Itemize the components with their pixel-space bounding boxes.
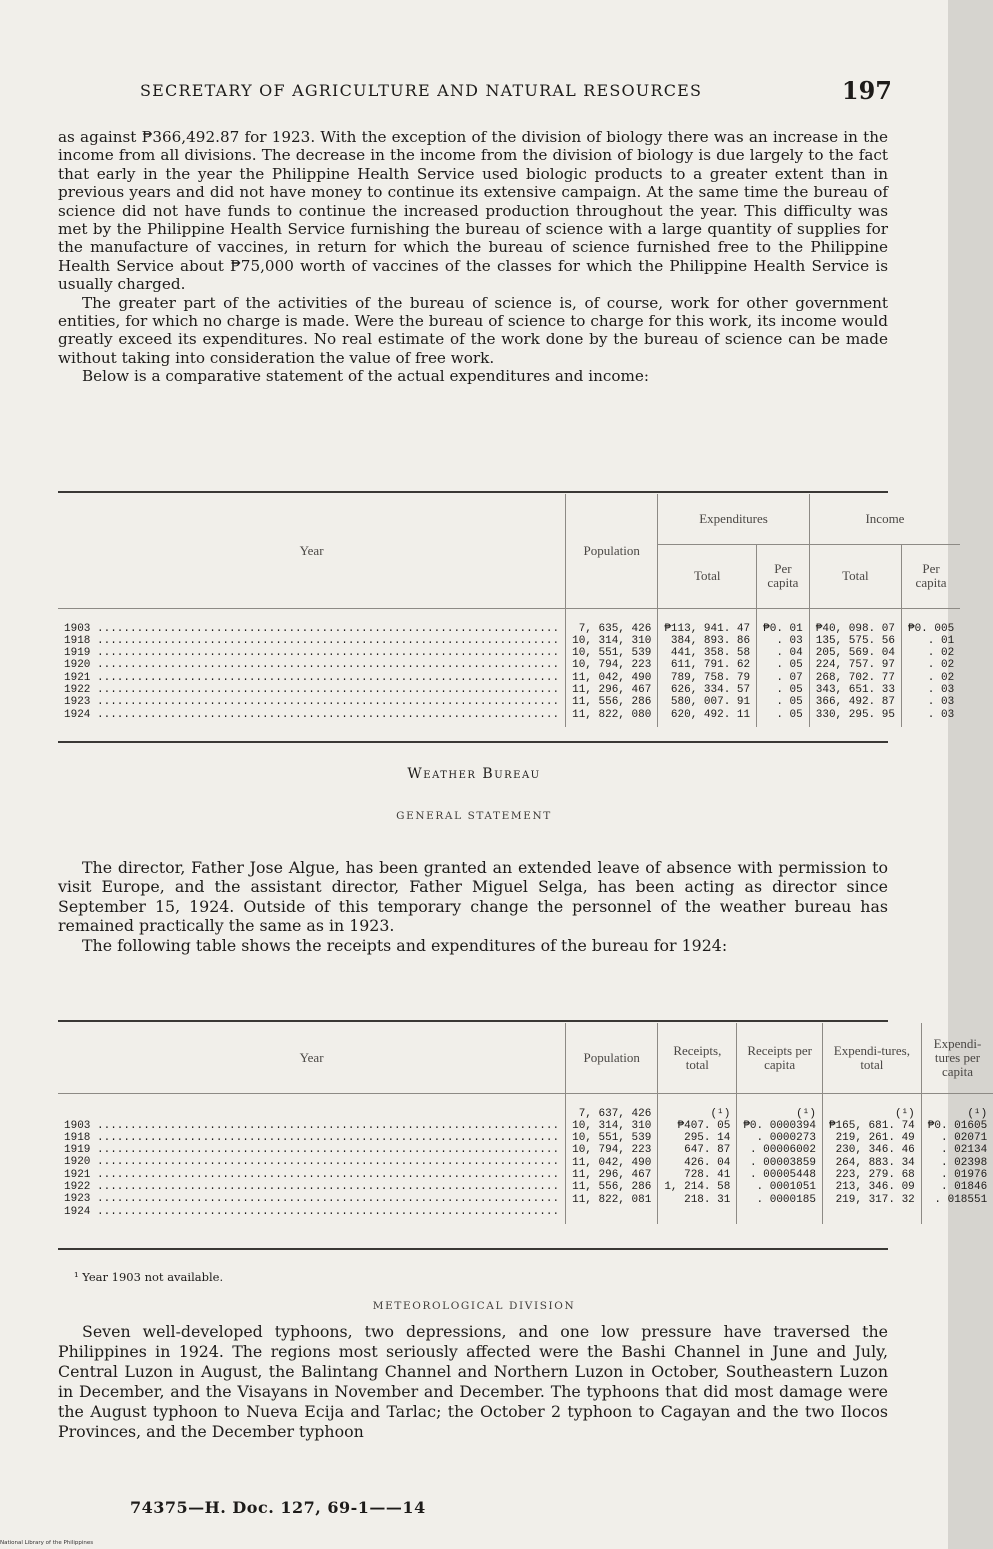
receipts-per-capita-cell: . 0000273 [756,1132,816,1145]
header-year: Year [58,494,566,608]
population-cell: 10, 551, 539 [572,1132,652,1145]
population-cell: 10, 314, 310 [572,634,652,647]
receipts-total-cell: 218. 31 [684,1193,731,1206]
header-population: Population [566,1023,658,1093]
expenditures-per-capita-cell: . 02071 [940,1132,988,1145]
year-column [58,1093,566,1224]
population-column [566,1093,658,1224]
population-column [566,608,658,727]
year-cell: 1903 ..... [64,1120,559,1132]
inc-per-capita-column [901,608,960,727]
year-cell: 1922 ..... [64,1181,559,1193]
exp-total-cell: 441, 358. 58 [670,647,751,660]
year-cell: 1921 ..... [64,1169,559,1181]
year-cell: 1921 ..... [64,672,559,684]
expenditures-total-column [822,1093,921,1224]
population-cell: 10, 794, 223 [572,659,652,672]
inc-total-cell: 343, 651. 33 [815,683,895,696]
inc-total-cell: ₱40, 098. 07 [815,622,895,635]
year-cell: 1924 ..... [64,709,559,721]
inc-total-cell: 135, 575. 56 [815,634,895,647]
exp-total-cell: 384, 893. 86 [670,634,751,647]
receipts-per-capita-cell: . 00005448 [749,1168,816,1181]
expenditures-per-capita-cell: (¹) [967,1107,988,1120]
inc-per-capita-cell: . 02 [927,647,955,660]
inc-per-capita-cell: . 03 [927,683,955,696]
expenditures-per-capita-cell: . 02134 [940,1144,988,1157]
expenditures-total-cell: 264, 883. 34 [835,1156,915,1169]
population-cell: 11, 042, 490 [572,671,652,684]
exp-total-cell: 789, 758. 79 [670,671,751,684]
receipts-per-capita-cell: . 0000185 [756,1193,816,1206]
header-exp-per-capita: Per capita [757,544,810,608]
expenditures-total-cell: 213, 346. 09 [835,1181,915,1194]
header-exp-total: Total [658,544,757,608]
year-cell: 1920 ..... [64,1156,559,1168]
header-expenditures: Expenditures [658,494,809,544]
scan-credit: National Library of the Philippines [0,1540,94,1546]
receipts-total-cell: 426. 04 [684,1156,731,1169]
year-cell: 1903 ..... [64,623,559,635]
weather-receipts-table [58,1023,993,1224]
weather-text [58,858,888,955]
paragraph: Seven well-developed typhoons, two depressions, and one low pressure have traversed the Philippines in 1924. The regions most seriously affected were the Bashi Channel in June and July, Central Luzon in August, the Balintang Channel and Northern Luzon in October, Southeastern Luzon in December, and the Visayans in November and December. The typhoons that did most damage were the August typhoon to Nueva Ecija and Tarlac; the October 2 typhoon to Cagayan and the two Ilocos Provinces, and the December typhoon [58,1322,888,1441]
header-income: Income [809,494,960,544]
table-top-rule [58,491,888,493]
table-bottom-rule [58,1248,888,1250]
exp-total-cell: 580, 007. 91 [670,696,751,709]
document-footer: 74375—H. Doc. 127, 69-1——14 [130,1498,426,1517]
header-receipts-per-capita: Receipts per capita [737,1023,823,1093]
paragraph: as against ₱366,492.87 for 1923. With the exception of the division of biology there was an increase in the income from all divisions. The decrease in the income from the division of biology is due largely to the fact that early in the year the Philippine Health Service used biologic products to a greater extent than in previous years and did not have money to continue its extensive campaign. At the same time the bureau of science did not have funds to continue the increased production throughout the year. This difficulty was met by the Philippine Health Service furnishing the bureau of science with a large quantity of supplies for the manufacture of vaccines, in return for which the bureau of science furnished free to the Philippine Health Service about ₱75,000 worth of vaccines of the classes for which the Philippine Health Service is usually charged. [58,128,888,294]
exp-total-cell: 620, 492. 11 [670,708,751,721]
header-inc-total: Total [809,544,901,608]
exp-per-capita-cell: . 04 [776,647,803,660]
exp-total-cell: 611, 791. 62 [670,659,751,672]
expenditures-per-capita-cell: ₱0. 01605 [927,1119,988,1132]
exp-total-cell: 626, 334. 57 [670,683,751,696]
expenditures-total-cell: 219, 261. 49 [835,1132,915,1145]
population-cell: 10, 314, 310 [572,1119,652,1132]
population-cell: 7, 637, 426 [578,1107,652,1120]
expenditures-total-cell: 219, 317. 32 [835,1193,915,1206]
exp-per-capita-cell: ₱0. 01 [763,622,803,635]
year-cell: 1918 ..... [64,1132,559,1144]
receipts-per-capita-cell: . 00006002 [749,1144,816,1157]
year-cell: 1919 ..... [64,647,559,659]
inc-per-capita-cell: . 01 [927,634,955,647]
paragraph: Below is a comparative statement of the actual expenditures and income: [82,367,650,386]
population-cell: 10, 794, 223 [572,1144,652,1157]
exp-per-capita-cell: . 03 [776,634,803,647]
meteorological-heading: METEOROLOGICAL DIVISION [372,1300,576,1312]
receipts-total-cell: 647. 87 [684,1144,731,1157]
population-cell: 11, 822, 080 [572,708,652,721]
population-cell: 11, 042, 490 [572,1156,652,1169]
receipts-per-capita-column [737,1093,823,1224]
year-cell: 1922 ..... [64,684,559,696]
receipts-total-cell: ₱407. 05 [677,1119,731,1132]
receipts-per-capita-cell: . 0001051 [756,1181,816,1194]
footnote: ¹ Year 1903 not available. [74,1270,224,1284]
receipts-total-cell: 1, 214. 58 [664,1181,731,1194]
page-number: 197 [841,76,892,105]
meteorological-text [58,1322,888,1442]
inc-total-cell: 268, 702. 77 [815,671,895,684]
header-expenditures-per-capita: Expendi-tures per capita [921,1023,993,1093]
exp-per-capita-cell: . 05 [776,696,803,709]
inc-per-capita-cell: . 03 [927,696,955,709]
running-header [140,76,892,106]
inc-per-capita-cell: . 02 [927,671,955,684]
running-title: SECRETARY OF AGRICULTURE AND NATURAL RESOURCES [140,81,703,100]
population-cell: 11, 822, 081 [572,1193,652,1206]
expenditures-total-cell: 223, 279. 68 [835,1168,915,1181]
expenditures-per-capita-cell: . 018551 [934,1193,988,1206]
year-cell: 1924 ..... [64,1206,559,1218]
population-cell: 11, 556, 286 [572,1181,652,1194]
year-column [58,608,566,727]
inc-per-capita-cell: . 02 [927,659,955,672]
expenditures-total-cell: (¹) [894,1107,915,1120]
table-bottom-rule [58,741,888,743]
year-cell: 1918 ..... [64,635,559,647]
general-statement-heading: GENERAL STATEMENT [396,810,552,822]
year-cell: 1919 ..... [64,1144,559,1156]
population-cell: 11, 296, 467 [572,1168,652,1181]
header-receipts-total: Receipts, total [658,1023,737,1093]
receipts-total-column [658,1093,737,1224]
receipts-per-capita-cell: . 00003859 [749,1156,816,1169]
expenditures-per-capita-cell: . 02398 [940,1156,988,1169]
inc-total-cell: 224, 757. 97 [815,659,895,672]
header-year: Year [58,1023,566,1093]
inc-per-capita-cell: . 03 [927,708,955,721]
paragraph: The following table shows the receipts and expenditures of the bureau for 1924: [82,935,728,955]
population-cell: 7, 635, 426 [578,622,652,635]
inc-total-cell: 205, 569. 04 [815,647,895,660]
intro-text [58,128,888,386]
year-cell: 1923 ..... [64,696,559,708]
expenditure-income-table [58,494,960,727]
expenditures-total-cell: 230, 346. 46 [835,1144,915,1157]
exp-total-cell: ₱113, 941. 47 [664,622,751,635]
inc-total-cell: 366, 492. 87 [815,696,895,709]
inc-per-capita-cell: ₱0. 005 [907,622,955,635]
year-cell: 1920 ..... [64,659,559,671]
receipts-per-capita-cell: ₱0. 0000394 [743,1119,816,1132]
header-inc-per-capita: Per capita [901,544,960,608]
inc-total-cell: 330, 295. 95 [815,708,895,721]
inc-total-column [809,608,901,727]
receipts-total-cell: 728. 41 [684,1168,731,1181]
population-cell: 11, 556, 286 [572,696,652,709]
paragraph: The director, Father Jose Algue, has been granted an extended leave of absence with permission to visit Europe, and the assistant director, Father Miguel Selga, has been acting as director since September 15, 1924. Outside of this temporary change the personnel of the weather bureau has remained practically the same as in 1923. [58,858,888,936]
weather-bureau-heading: Weather Bureau [407,766,541,782]
exp-per-capita-cell: . 05 [776,659,803,672]
expenditures-per-capita-cell: . 01846 [940,1181,988,1194]
population-cell: 11, 296, 467 [572,683,652,696]
expenditures-per-capita-column [921,1093,993,1224]
header-population: Population [566,494,658,608]
table-top-rule [58,1020,888,1022]
exp-per-capita-column [757,608,810,727]
year-cell: 1923 ..... [64,1193,559,1205]
header-expenditures-total: Expendi-tures, total [822,1023,921,1093]
exp-total-column [658,608,757,727]
receipts-per-capita-cell: (¹) [796,1107,816,1120]
receipts-total-cell: 295. 14 [684,1132,731,1145]
paragraph: The greater part of the activities of the bureau of science is, of course, work for other government entities, for which no charge is made. Were the bureau of science to charge for this work, its income would greatly exceed its expenditures. No real estimate of the work done by the bureau of science can be made without taking into consideration the value of free work. [58,293,888,367]
exp-per-capita-cell: . 07 [776,671,803,684]
receipts-total-cell: (¹) [710,1107,731,1120]
expenditures-per-capita-cell: . 01976 [940,1168,988,1181]
expenditures-total-cell: ₱165, 681. 74 [828,1119,915,1132]
population-cell: 10, 551, 539 [572,647,652,660]
exp-per-capita-cell: . 05 [776,708,803,721]
exp-per-capita-cell: . 05 [776,683,803,696]
